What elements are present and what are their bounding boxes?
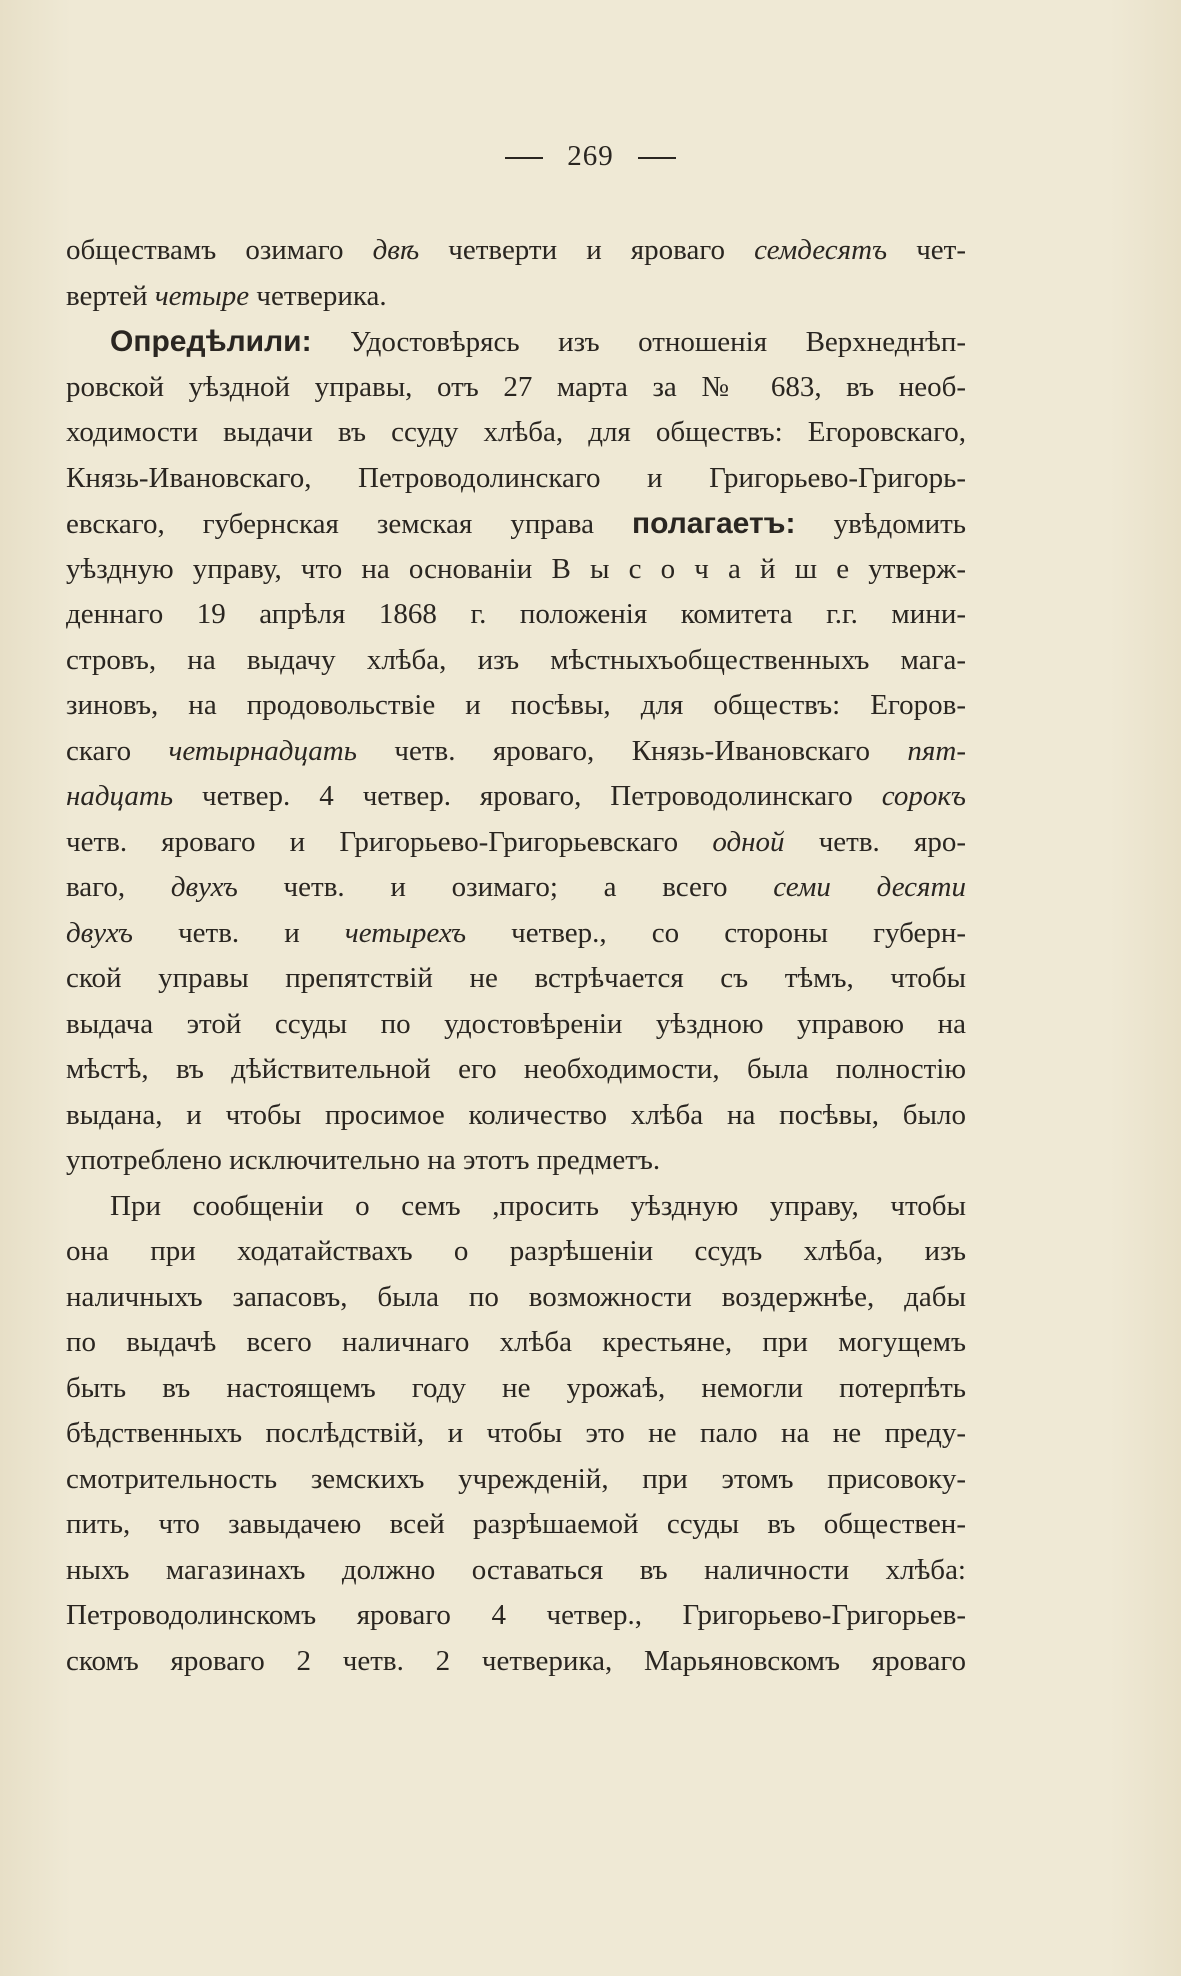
text-run: ской управы препятствій не встрѣчается съ тѣмъ, чтобы [66, 962, 966, 994]
text-line [66, 774, 966, 820]
text-run: скомъ яроваго 2 четв. 2 четверика, Марьяновскомъ яроваго [66, 1644, 966, 1677]
text-run: она при ходатайствахъ о разрѣшеніи ссудъ хлѣба, изъ [66, 1235, 966, 1267]
italic-text: пят- [907, 734, 966, 767]
text-run: четв. яроваго, Князь-Ивановскаго [356, 734, 908, 767]
italic-text: семдесятъ [754, 234, 888, 266]
text-run: деннаго 19 апрѣля 1868 г. положенія комитета г.г. мини- [66, 598, 966, 630]
text-line [66, 1138, 966, 1184]
text-line [66, 865, 966, 911]
text-run: стровъ, на выдачу хлѣба, изъ мѣстныхъобщественныхъ мага- [66, 643, 966, 676]
text-run: четв. яроваго и Григорьево-Григорьевскаго [66, 825, 713, 858]
text-line [66, 1593, 966, 1639]
text-run: наличныхъ запасовъ, была по возможности воздержнѣе, дабы [66, 1280, 966, 1313]
text-run: употреблено исключительно на этотъ предметъ. [66, 1144, 661, 1176]
text-run: смотрительность земскихъ учрежденій, при этомъ присовоку- [66, 1462, 966, 1495]
text-line [66, 1366, 966, 1412]
italic-text: надцать [66, 780, 174, 812]
bold-text: Опредѣлили: [110, 325, 312, 358]
text-run: обществамъ озимаго [66, 234, 373, 266]
body-text [66, 228, 966, 1684]
italic-text: четырехъ [344, 916, 467, 949]
text-line [66, 319, 966, 365]
text-run: пить, что завыдачею всей разрѣшаемой ссуды въ обществен- [66, 1508, 966, 1540]
text-run: четв. и озимаго; а всего [237, 871, 774, 903]
text-line [66, 274, 966, 320]
header-dash-left [505, 157, 543, 159]
italic-text: одной [712, 825, 785, 858]
text-run: скаго [66, 734, 169, 767]
page-header [0, 140, 1181, 173]
text-run: четверти и яроваго [419, 234, 755, 266]
text-run: четверика. [249, 279, 387, 312]
text-line [66, 638, 966, 684]
text-line [66, 228, 966, 274]
italic-text: четырнадцать [168, 734, 357, 767]
text-line [66, 365, 966, 411]
text-line [66, 1639, 966, 1685]
text-line [66, 1320, 966, 1366]
text-run: чет- [887, 234, 966, 266]
bold-text: полагаетъ: [632, 507, 796, 540]
text-line [66, 1047, 966, 1093]
text-run: мѣстѣ, въ дѣйствительной его необходимости, была полностію [66, 1053, 966, 1085]
text-line [66, 1548, 966, 1594]
text-run: ходимости выдачи въ ссуду хлѣба, для обществъ: Егоровскаго, [66, 416, 966, 448]
text-line [66, 1502, 966, 1548]
text-run: увѣдомить [795, 508, 966, 540]
text-run: четвер. 4 четвер. яроваго, Петроводолинскаго [173, 780, 882, 812]
text-line [66, 1093, 966, 1139]
text-line [66, 820, 966, 866]
text-run: четв. и [132, 916, 345, 949]
text-run: быть въ настоящемъ году не урожаѣ, немогли потерпѣть [66, 1371, 966, 1404]
text-run: евскаго, губернская земская управа [66, 508, 633, 540]
text-line [66, 1184, 966, 1230]
text-run: уѣздную управу, что на основаніи В ы с о ч а й ш е утверж- [66, 552, 966, 585]
text-run: бѣдственныхъ послѣдствій, и чтобы это не пало на не преду- [66, 1417, 966, 1449]
text-run: При сообщеніи о семъ ,просить уѣздную управу, чтобы [110, 1189, 966, 1222]
text-line [66, 1229, 966, 1275]
text-run: Князь-Ивановскаго, Петроводолинскаго и Григорьево-Григорь- [66, 461, 966, 494]
italic-text: двухъ [170, 871, 238, 903]
text-run: четвер., со стороны губерн- [466, 916, 967, 949]
italic-text: четыре [154, 279, 250, 312]
italic-text: сорокъ [881, 780, 966, 812]
text-line [66, 1002, 966, 1048]
text-run: выдача этой ссуды по удостовѣреніи уѣздною управою на [66, 1007, 966, 1040]
text-line [66, 1275, 966, 1321]
text-run: выдана, и чтобы просимое количество хлѣба на посѣвы, было [66, 1098, 966, 1131]
italic-text: двухъ [66, 916, 133, 949]
text-line [66, 547, 966, 593]
text-run: ныхъ магазинахъ должно оставаться въ наличности хлѣба: [66, 1553, 966, 1586]
text-line [66, 456, 966, 502]
italic-text: двѣ [372, 234, 420, 266]
text-line [66, 683, 966, 729]
text-line [66, 911, 966, 957]
text-run: ваго, [66, 871, 171, 903]
text-line [66, 410, 966, 456]
text-line [66, 592, 966, 638]
text-line [66, 1457, 966, 1503]
text-run: четв. яро- [784, 825, 967, 858]
italic-text: семи десяти [773, 871, 966, 903]
text-run: Удостовѣрясь изъ отношенія Верхнеднѣп- [311, 326, 966, 358]
text-line [66, 501, 966, 547]
page-number: 269 [567, 140, 614, 172]
text-run: зиновъ, на продовольствіе и посѣвы, для обществъ: Егоров- [66, 689, 966, 721]
text-line [66, 729, 966, 775]
text-run: Петроводолинскомъ яроваго 4 четвер., Григорьево-Григорьев- [66, 1599, 966, 1631]
text-run: ровской уѣздной управы, отъ 27 марта за № 683, въ необ- [66, 370, 966, 403]
text-run: по выдачѣ всего наличнаго хлѣба крестьяне, при могущемъ [66, 1326, 966, 1358]
text-line [66, 1411, 966, 1457]
text-run: вертей [66, 279, 155, 312]
header-dash-right [638, 157, 676, 159]
text-line [66, 956, 966, 1002]
